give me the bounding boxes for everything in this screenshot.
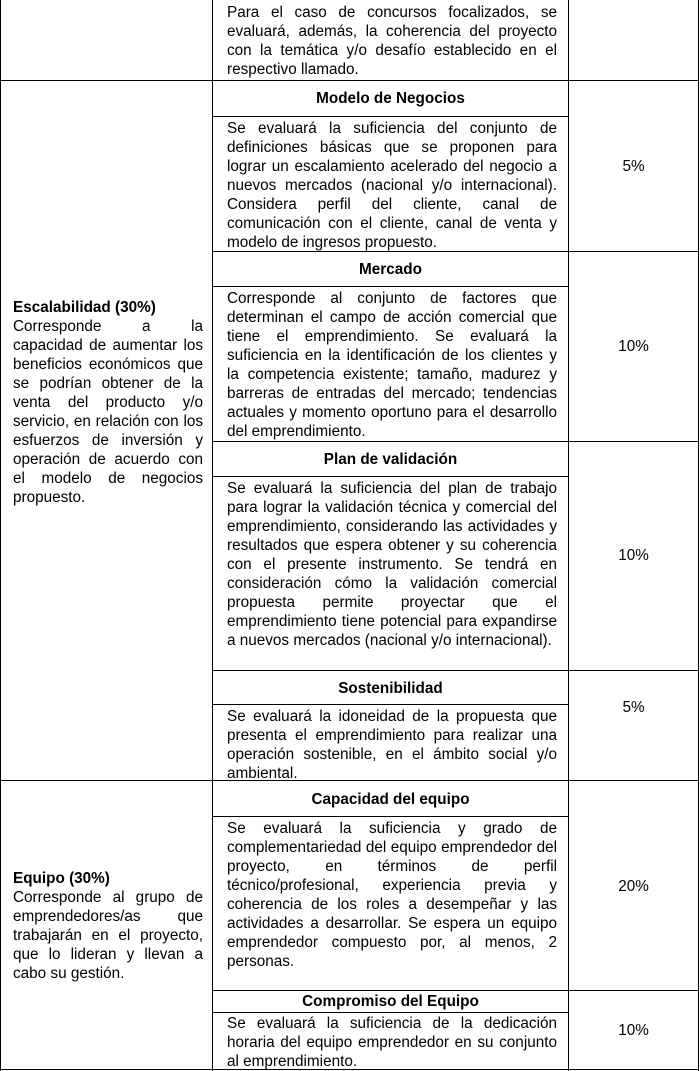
subcriterion-weight: 10% (618, 1022, 649, 1039)
criterion-description: Corresponde a la capacidad de aumentar los beneficios económicos que se podrían obtener de la venta del producto y/o servicio, en relación con los esfuerzos de inversión y operación de acuerdo con el modelo de negocios propuesto. (13, 318, 203, 506)
criterion-description: Corresponde al grupo de emprendedores/as que trabajarán en el proyecto, que lo lideran y llevan a cabo su gestión. (13, 889, 203, 982)
header-divider (212, 286, 569, 287)
header-divider (212, 704, 569, 705)
subcriterion-description: Corresponde al conjunto de factores que determinan el campo de acción comercial que tiene el emprendimiento. Se evaluará la suficiencia en la identificación de los clientes y la competencia existente; tamaño, madurez y barreras de entradas del mercado; tendencias actuales y momento oportuno para el desarrollo del emprendimiento. (227, 290, 557, 440)
header-divider (212, 116, 569, 117)
intro-text: Para el caso de concursos focalizados, se evaluará, además, la coherencia del proyecto con la temática y/o desafío establecido en el respectivo llamado. (227, 4, 557, 78)
subcriterion-weight: 20% (618, 878, 649, 895)
subcriterion-description: Se evaluará la suficiencia del plan de trabajo para lograr la validación técnica y comercial del emprendimiento, considerando las actividades y resultados que espera obtener y su coherencia con el presente instrumento. Se tendrá en consideración cómo la validación comercial propuesta permite proyectar que el emprendimiento tiene potencial para expandirse a nuevos mercados (nacional y/o internacional). (227, 480, 557, 649)
subcriterion-weight: 10% (618, 338, 649, 355)
subcriterion-weight: 5% (622, 158, 645, 175)
table-border-right (698, 0, 699, 1071)
subcriterion-title: Capacidad del equipo (311, 791, 470, 808)
subcriterion-title: Modelo de Negocios (316, 90, 465, 107)
column-divider-1 (212, 0, 213, 1071)
subcriterion-weight: 10% (618, 547, 649, 564)
row-divider (212, 441, 699, 442)
criterion-escalabilidad (13, 298, 203, 507)
criterion-title: Equipo (30%) (13, 870, 110, 887)
row-divider (0, 80, 699, 81)
subcriterion-title: Mercado (359, 261, 422, 278)
criterion-equipo (13, 869, 203, 983)
subcriterion-title: Plan de validación (323, 451, 458, 468)
row-divider (212, 670, 699, 671)
criterion-title: Escalabilidad (30%) (13, 299, 156, 316)
header-divider (212, 816, 569, 817)
table-border-left (0, 0, 1, 1071)
subcriterion-title: Compromiso del Equipo (302, 993, 479, 1010)
subcriterion-description: Se evaluará la suficiencia y grado de complementariedad del equipo emprendedor del proyecto, en términos de perfil técnico/profesional, experiencia previa y coherencia de los roles a desempeñar y las actividades a desarrollar. Se espera un equipo emprendedor compuesto por, al menos, 2 personas. (227, 820, 557, 970)
row-divider (212, 990, 699, 991)
subcriterion-weight: 5% (622, 699, 645, 716)
subcriterion-description: Se evaluará la suficiencia de la dedicación horaria del equipo emprendedor en su conjunto al emprendimiento. (227, 1015, 557, 1070)
header-divider (212, 476, 569, 477)
subcriterion-description: Se evaluará la idoneidad de la propuesta que presenta el emprendimiento para realizar una operación sostenible, en el ámbito social y/o ambiental. (227, 708, 557, 782)
subcriterion-title: Sostenibilidad (338, 680, 443, 697)
header-divider (212, 1012, 569, 1013)
subcriterion-description: Se evaluará la suficiencia del conjunto de definiciones básicas que se proponen para lograr un escalamiento acelerado del negocio a nuevos mercados (nacional y/o internacional). Considera perfil del cliente, canal de comunicación con el cliente, canal de venta y modelo de ingresos propuesto. (227, 120, 557, 251)
